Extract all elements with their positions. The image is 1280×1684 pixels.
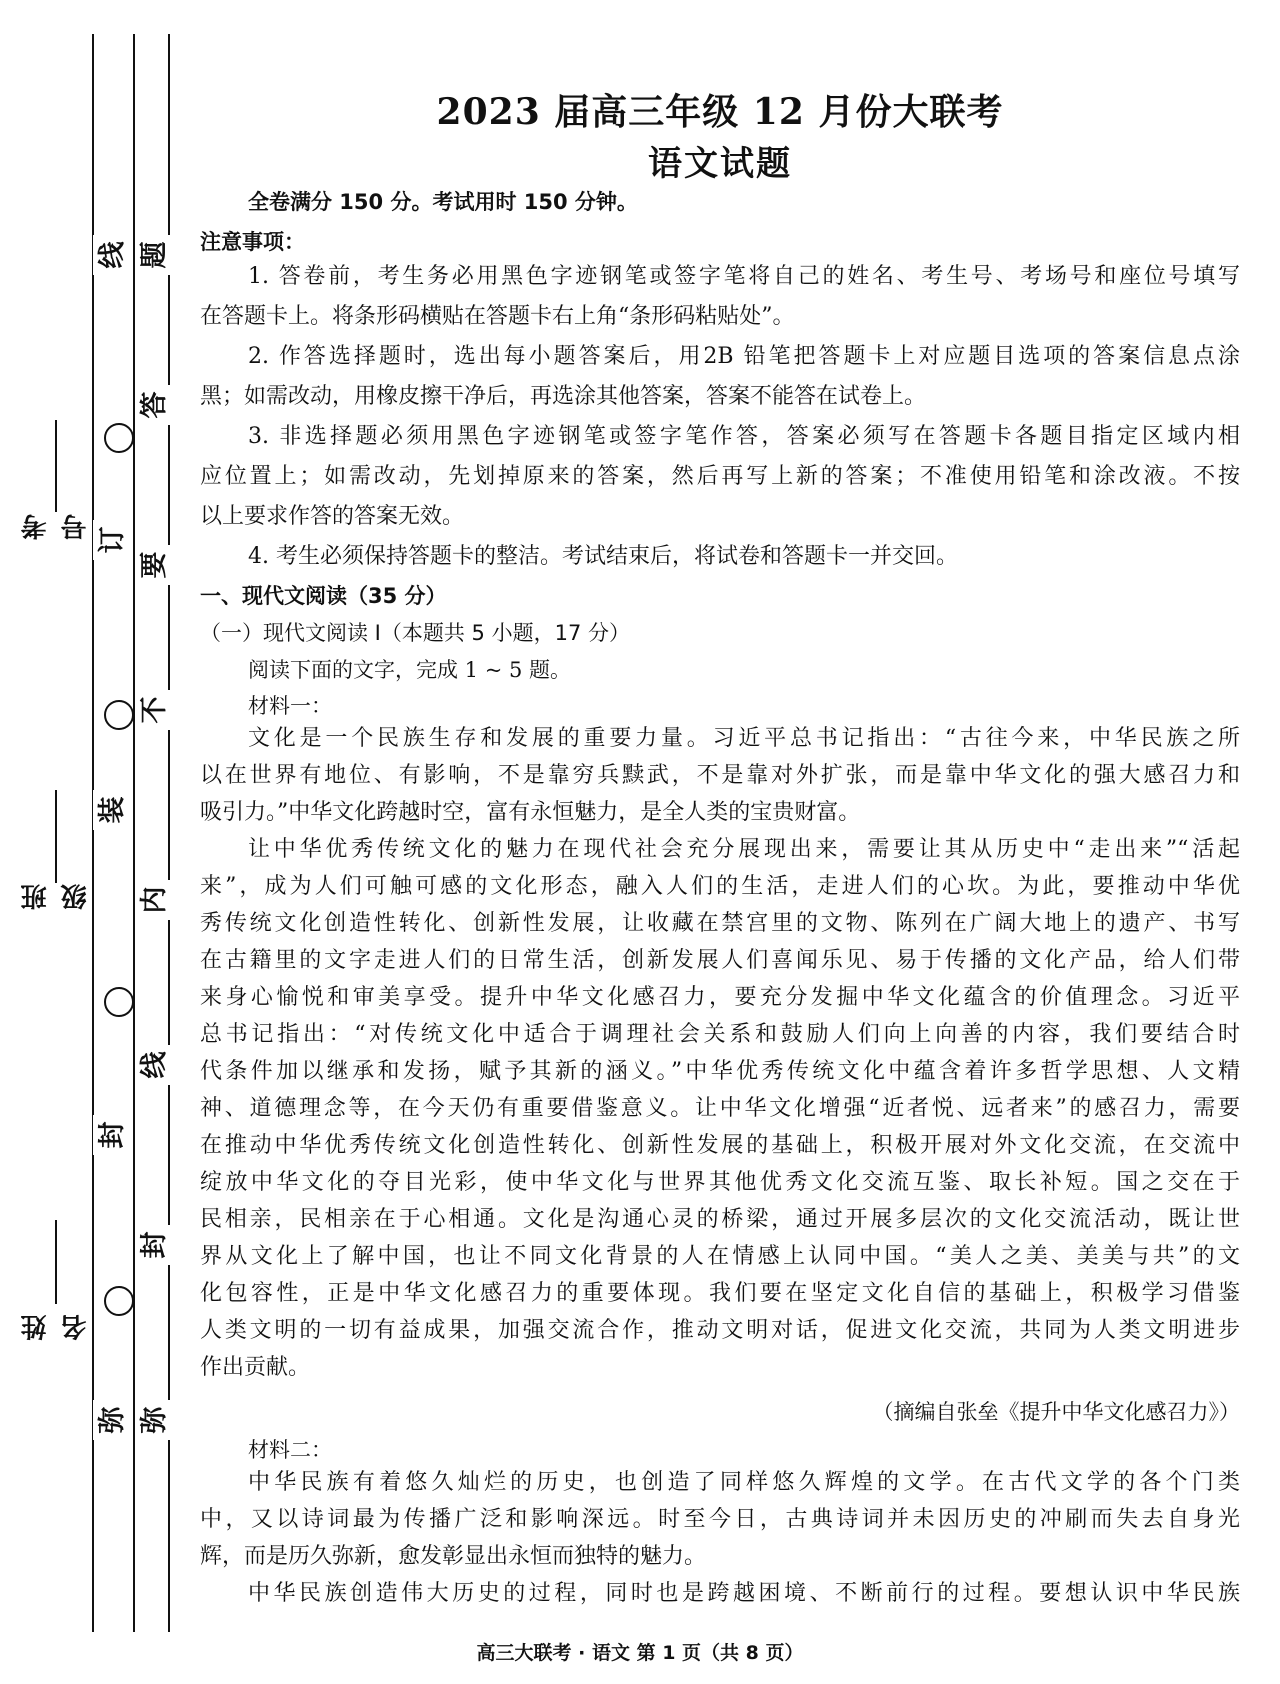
binding-circle [104, 700, 134, 730]
margin-char-feng-inner: 封 [135, 1225, 175, 1265]
material1-line: 吸引力。”中华文化跨越时空，富有永恒魅力，是全人类的宝贵财富。 [200, 800, 861, 825]
margin-char-bu: 不 [135, 690, 175, 730]
binding-circle [104, 1286, 134, 1316]
material1-line: 来身心愉悦和审美享受。提升中华文化感召力，要充分发掘中华文化蕴含的价值理念。习近平 [200, 985, 1240, 1010]
section-heading: 一、现代文阅读（35 分） [200, 584, 447, 608]
material1-line: 总书记指出：“对传统文化中适合于调理社会关系和鼓励人们向上向善的内容，我们要结合时 [200, 1022, 1240, 1047]
material2-line: 中华民族有着悠久灿烂的历史，也创造了同样悠久辉煌的文学。在古代文学的各个门类 [248, 1470, 1240, 1495]
margin-char-mi: 弥 [93, 1400, 133, 1440]
material1-line: 作出贡献。 [200, 1355, 311, 1380]
margin-char-zhuang: 装 [93, 790, 133, 830]
material1-line: 在古籍里的文字走进人们的日常生活，创新发展人们喜闻乐见、易于传播的文化产品，给人们带 [200, 948, 1240, 973]
material1-line: 秀传统文化创造性转化、创新性发展，让收藏在禁宫里的文物、陈列在广阔大地上的遗产、书写 [200, 911, 1240, 936]
binding-margin [0, 0, 190, 1684]
reading-instruction: 阅读下面的文字，完成 1 ~ 5 题。 [248, 658, 572, 682]
exam-title: 2023 届高三年级 12 月份大联考 [436, 91, 1004, 133]
material1-line: 以在世界有地位、有影响，不是靠穷兵黩武，不是靠对外扩张，而是靠中华文化的强大感召力和 [200, 763, 1240, 788]
material1-line: 绽放中华文化的夺目光彩，使中华文化与世界其他优秀文化交流互鉴、取长补短。国之交在于 [200, 1170, 1240, 1195]
notes-line: 2. 作答选择题时，选出每小题答案后，用2B 铅笔把答题卡上对应题目选项的答案信息点涂 [248, 344, 1240, 369]
material1-line: 在推动中华优秀传统文化创造性转化、创新性发展的基础上，积极开展对外文化交流，在交流中 [200, 1133, 1240, 1158]
name-field[interactable] [21, 1220, 91, 1340]
class-field[interactable] [21, 790, 91, 910]
notes-line: 在答题卡上。将条形码横贴在答题卡右上角“条形码粘贴处”。 [200, 304, 795, 329]
margin-char-da: 答 [135, 385, 175, 425]
exam-number-line[interactable] [55, 420, 58, 512]
exam-subtitle: 语文试题 [648, 144, 792, 184]
material1-line: 让中华优秀传统文化的魅力在现代社会充分展现出来，需要让其从历史中“走出来”“活起 [248, 837, 1240, 862]
notes-line: 4. 考生必须保持答题卡的整洁。考试结束后，将试卷和答题卡一并交回。 [248, 544, 958, 569]
name-line[interactable] [55, 1220, 58, 1304]
material1-line: 神、道德理念等，在今天仍有重要借鉴意义。让中华文化增强“近者悦、远者来”的感召力，需要 [200, 1096, 1240, 1121]
score-line: 全卷满分 150 分。考试用时 150 分钟。 [248, 190, 638, 214]
notes-line: 应位置上；如需改动，先划掉原来的答案，然后再写上新的答案；不准使用铅笔和涂改液。不按 [200, 464, 1240, 489]
material1-source: （摘编自张垒《提升中华文化感召力》） [872, 1400, 1240, 1424]
material1-line: 人类文明的一切有益成果，加强交流合作，推动文明对话，促进文化交流，共同为人类文明进步 [200, 1318, 1240, 1343]
material2-line: 中华民族创造伟大历史的过程，同时也是跨越困境、不断前行的过程。要想认识中华民族 [248, 1581, 1240, 1606]
material1-line: 文化是一个民族生存和发展的重要力量。习近平总书记指出：“古往今来，中华民族之所 [248, 726, 1240, 751]
exam-number-field[interactable] [21, 420, 91, 540]
class-line[interactable] [55, 790, 58, 883]
margin-char-yao: 要 [135, 545, 175, 585]
margin-char-ding: 订 [93, 520, 133, 560]
material1-line: 代条件加以继承和发扬，赋予其新的涵义。”中华优秀传统文化中蕴含着许多哲学思想、人文精 [200, 1059, 1240, 1084]
class-label: 班级 [21, 884, 91, 910]
notes-heading: 注意事项： [200, 230, 305, 254]
page-footer: 高三大联考 · 语文 第 1 页（共 8 页） [476, 1642, 804, 1664]
margin-char-xian-inner: 线 [135, 1045, 175, 1085]
material1-label: 材料一： [248, 694, 332, 718]
notes-line: 黑；如需改动，用橡皮擦干净后，再选涂其他答案，答案不能答在试卷上。 [200, 384, 927, 409]
margin-char-xian: 线 [93, 235, 133, 275]
margin-char-feng: 封 [93, 1115, 133, 1155]
notes-line: 以上要求作答的答案无效。 [200, 504, 465, 529]
margin-char-nei: 内 [135, 880, 175, 920]
material1-line: 界从文化上了解中国，也让不同文化背景的人在情感上认同中国。“美人之美、美美与共”的文 [200, 1244, 1240, 1269]
notes-line: 1. 答卷前，考生务必用黑色字迹钢笔或签字笔将自己的姓名、考生号、考场号和座位号填写 [248, 264, 1240, 289]
notes-line: 3. 非选择题必须用黑色字迹钢笔或签字笔作答，答案必须写在答题卡各题目指定区域内相 [248, 424, 1240, 449]
margin-char-ti: 题 [135, 235, 175, 275]
margin-char-mi-inner: 弥 [135, 1400, 175, 1440]
material2-line: 中，又以诗词最为传播广泛和影响深远。时至今日，古典诗词并未因历史的冲刷而失去自身光 [200, 1507, 1240, 1532]
binding-circle [104, 987, 134, 1017]
material2-label: 材料二： [248, 1438, 332, 1462]
material1-line: 民相亲，民相亲在于心相通。文化是沟通心灵的桥梁，通过开展多层次的文化交流活动，既让世 [200, 1207, 1240, 1232]
exam-number-label: 考号 [21, 514, 91, 540]
name-label: 姓名 [21, 1314, 91, 1340]
subsection-heading: （一）现代文阅读 Ⅰ（本题共 5 小题，17 分） [200, 621, 630, 645]
binding-circle [104, 423, 134, 453]
material2-line: 辉，而是历久弥新，愈发彰显出永恒而独特的魅力。 [200, 1544, 707, 1569]
material1-line: 来”，成为人们可触可感的文化形态，融入人们的生活，走进人们的心坎。为此，要推动中华优 [200, 874, 1240, 899]
material1-line: 化包容性，正是中华文化感召力的重要体现。我们要在坚定文化自信的基础上，积极学习借鉴 [200, 1281, 1240, 1306]
